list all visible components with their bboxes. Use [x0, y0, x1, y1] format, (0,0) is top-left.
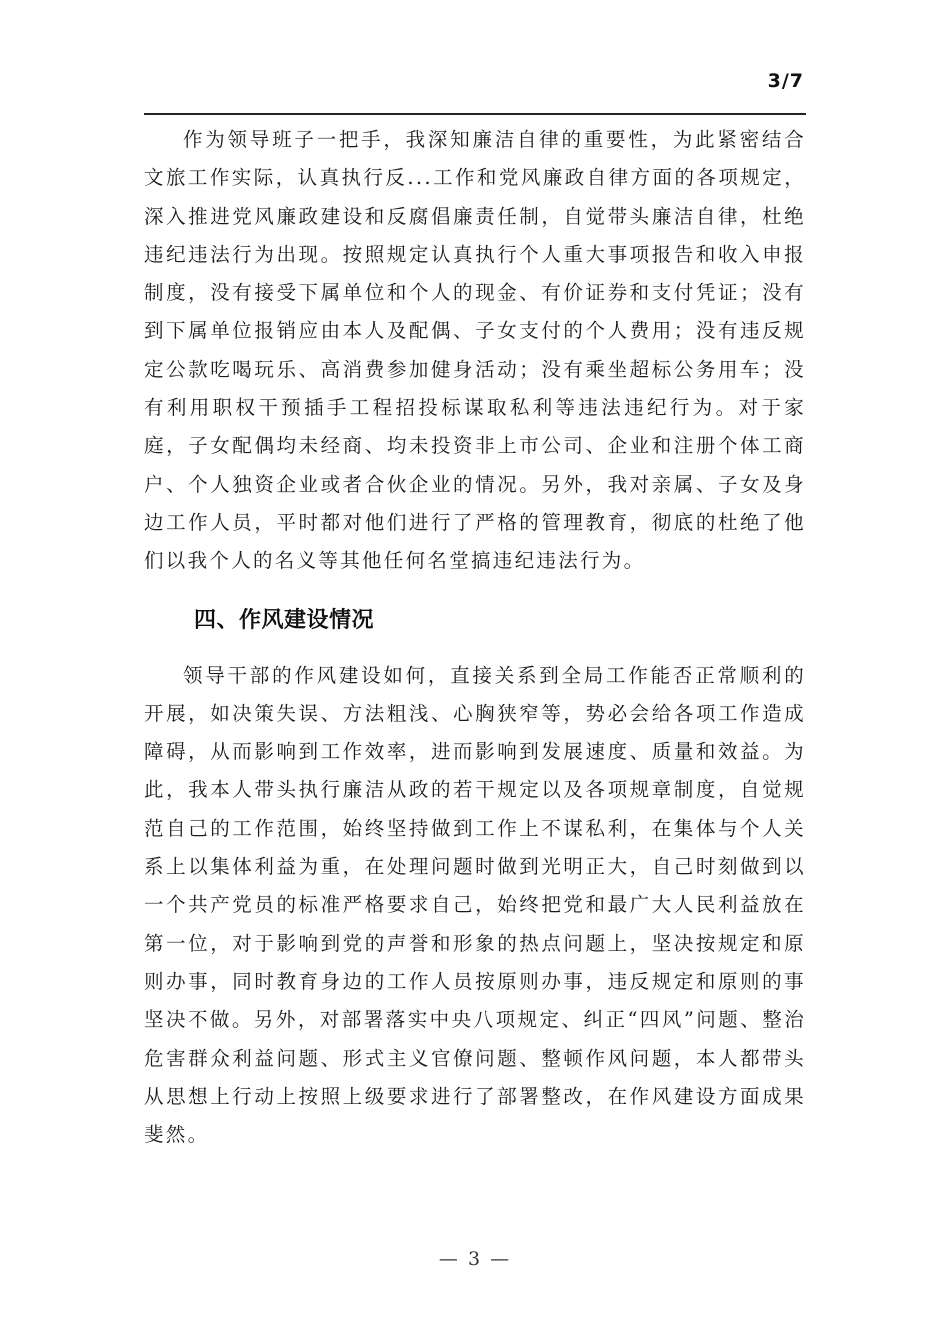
document-body [144, 121, 806, 1154]
body-paragraph-integrity: 作为领导班子一把手，我深知廉洁自律的重要性，为此紧密结合文旅工作实际，认真执行反...工作和党风廉政自律方面的各项规定，深入推进党风廉政建设和反腐倡廉责任制，自觉带头廉洁自律，杜绝违纪违法行为出现。按照规定认真执行个人重大事项报告和收入申报制度，没有接受下属单位和个人的现金、有价证券和支付凭证；没有到下属单位报销应由本人及配偶、子女支付的个人费用；没有违反规定公款吃喝玩乐、高消费参加健身活动；没有乘坐超标公务用车；没有利用职权干预插手工程招投标谋取私利等违法违纪行为。对于家庭，子女配偶均未经商、均未投资非上市公司、企业和注册个体工商户、个人独资企业或者合伙企业的情况。另外，我对亲属、子女及身边工作人员，平时都对他们进行了严格的管理教育，彻底的杜绝了他们以我个人的名义等其他任何名堂搞违纪违法行为。 [144, 128, 806, 573]
body-paragraph-work-style: 领导干部的作风建设如何，直接关系到全局工作能否正常顺利的开展，如决策失误、方法粗浅、心胸狭窄等，势必会给各项工作造成障碍，从而影响到工作效率，进而影响到发展速度、质量和效益。为此，我本人带头执行廉洁从政的若干规定以及各项规章制度，自觉规范自己的工作范围，始终坚持做到工作上不谋私利，在集体与个人关系上以集体利益为重，在处理问题时做到光明正大，自己时刻做到以一个共产党员的标准严格要求自己，始终把党和最广大人民利益放在第一位，对于影响到党的声誉和形象的热点问题上，坚决按规定和原则办事，同时教育身边的工作人员按原则办事，违反规定和原则的事坚决不做。另外，对部署落实中央八项规定、纠正“四风”问题、整治危害群众利益问题、形式主义官僚问题、整顿作风问题，本人都带头从思想上行动上按照上级要求进行了部署整改，在作风建设方面成果斐然。 [144, 663, 806, 1147]
header-divider [144, 113, 806, 115]
page-number-footer: — 3 — [438, 1248, 512, 1270]
page-indicator: 3/7 [767, 70, 804, 92]
section-heading: 四、作风建设情况 [194, 607, 375, 633]
